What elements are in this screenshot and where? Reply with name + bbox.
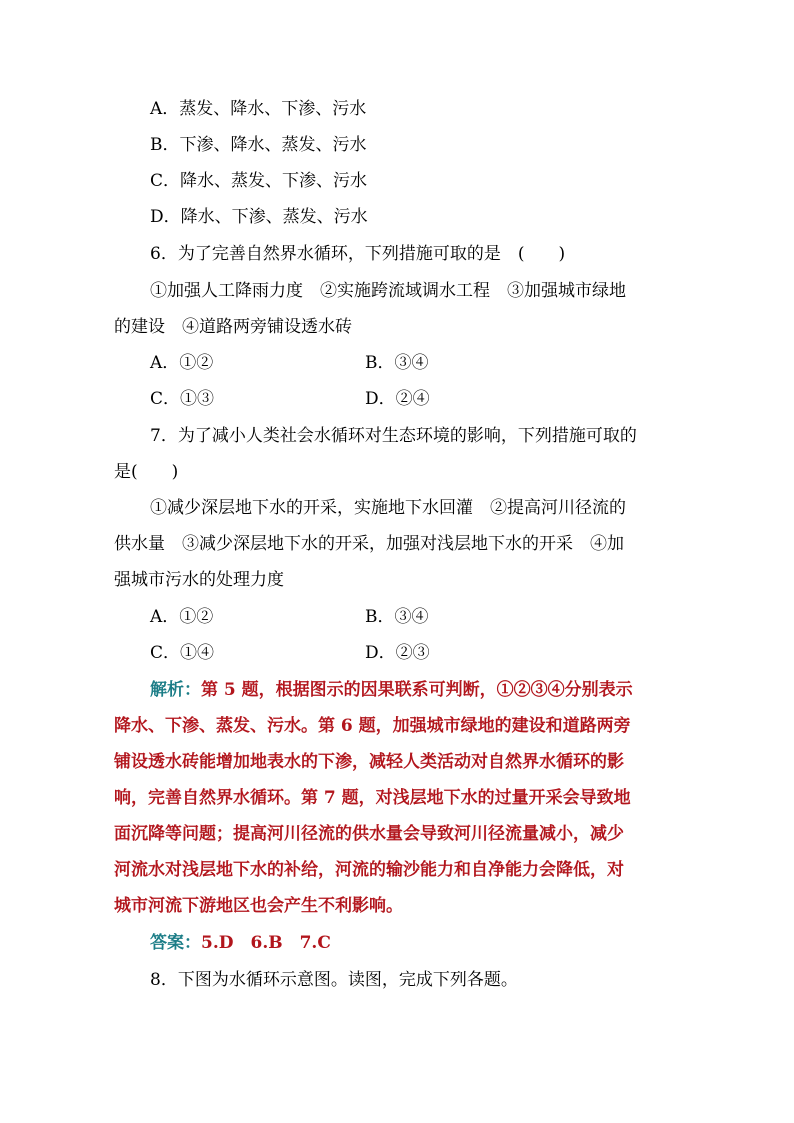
analysis-line4: 响，完善自然界水循环。第 7 题，对浅层地下水的过量开采会导致地 [114,788,631,808]
analysis-line6: 河流水对浅层地下水的补给，河流的输沙能力和自净能力会降低，对 [114,860,624,880]
q5-option-c: C．降水、蒸发、下渗、污水 [150,171,368,191]
q5-option-a: A．蒸发、降水、下渗、污水 [150,99,367,119]
q6-items-line2: 的建设 ④道路两旁铺设透水砖 [114,317,352,337]
answer-line [150,932,331,954]
analysis-line3: 铺设透水砖能增加地表水的下渗，减轻人类活动对自然界水循环的影 [114,752,624,772]
q6-option-d: D．②④ [365,389,430,409]
q5-option-b: B．下渗、降水、蒸发、污水 [150,135,367,155]
q6-option-c: C．①③ [150,389,215,409]
analysis-line1 [150,679,633,701]
q8-stem: 8．下图为水循环示意图。读图，完成下列各题。 [150,970,518,990]
analysis-text-1: 第 5 题，根据图示的因果联系可判断，①②③④分别表示 [201,680,633,700]
analysis-line2: 降水、下渗、蒸发、污水。第 6 题，加强城市绿地的建设和道路两旁 [114,716,631,736]
analysis-line5: 面沉降等问题；提高河川径流的供水量会导致河川径流量减小，减少 [114,824,624,844]
q5-option-d: D．降水、下渗、蒸发、污水 [150,207,368,227]
answer-value: 5.D 6.B 7.C [201,933,331,953]
q7-items-line2: 供水量 ③减少深层地下水的开采，加强对浅层地下水的开采 ④加 [114,534,624,554]
q6-option-b: B．③④ [365,353,429,373]
q7-stem-line1: 7．为了减小人类社会水循环对生态环境的影响，下列措施可取的 [150,426,637,446]
q7-items-line1: ①减少深层地下水的开采，实施地下水回灌 ②提高河川径流的 [150,498,626,518]
analysis-line7: 城市河流下游地区也会产生不利影响。 [114,896,403,916]
q7-stem-line2: 是( ) [114,462,179,482]
q7-option-c: C．①④ [150,643,215,663]
q6-stem: 6．为了完善自然界水循环，下列措施可取的是 ( ) [150,244,566,264]
analysis-label: 解析： [150,680,201,700]
q7-items-line3: 强城市污水的处理力度 [114,570,284,590]
q7-option-a: A．①② [150,607,214,627]
answer-label: 答案： [150,933,201,953]
q7-option-d: D．②③ [365,643,430,663]
q7-option-b: B．③④ [365,607,429,627]
q6-items-line1: ①加强人工降雨力度 ②实施跨流域调水工程 ③加强城市绿地 [150,281,626,301]
q6-option-a: A．①② [150,353,214,373]
